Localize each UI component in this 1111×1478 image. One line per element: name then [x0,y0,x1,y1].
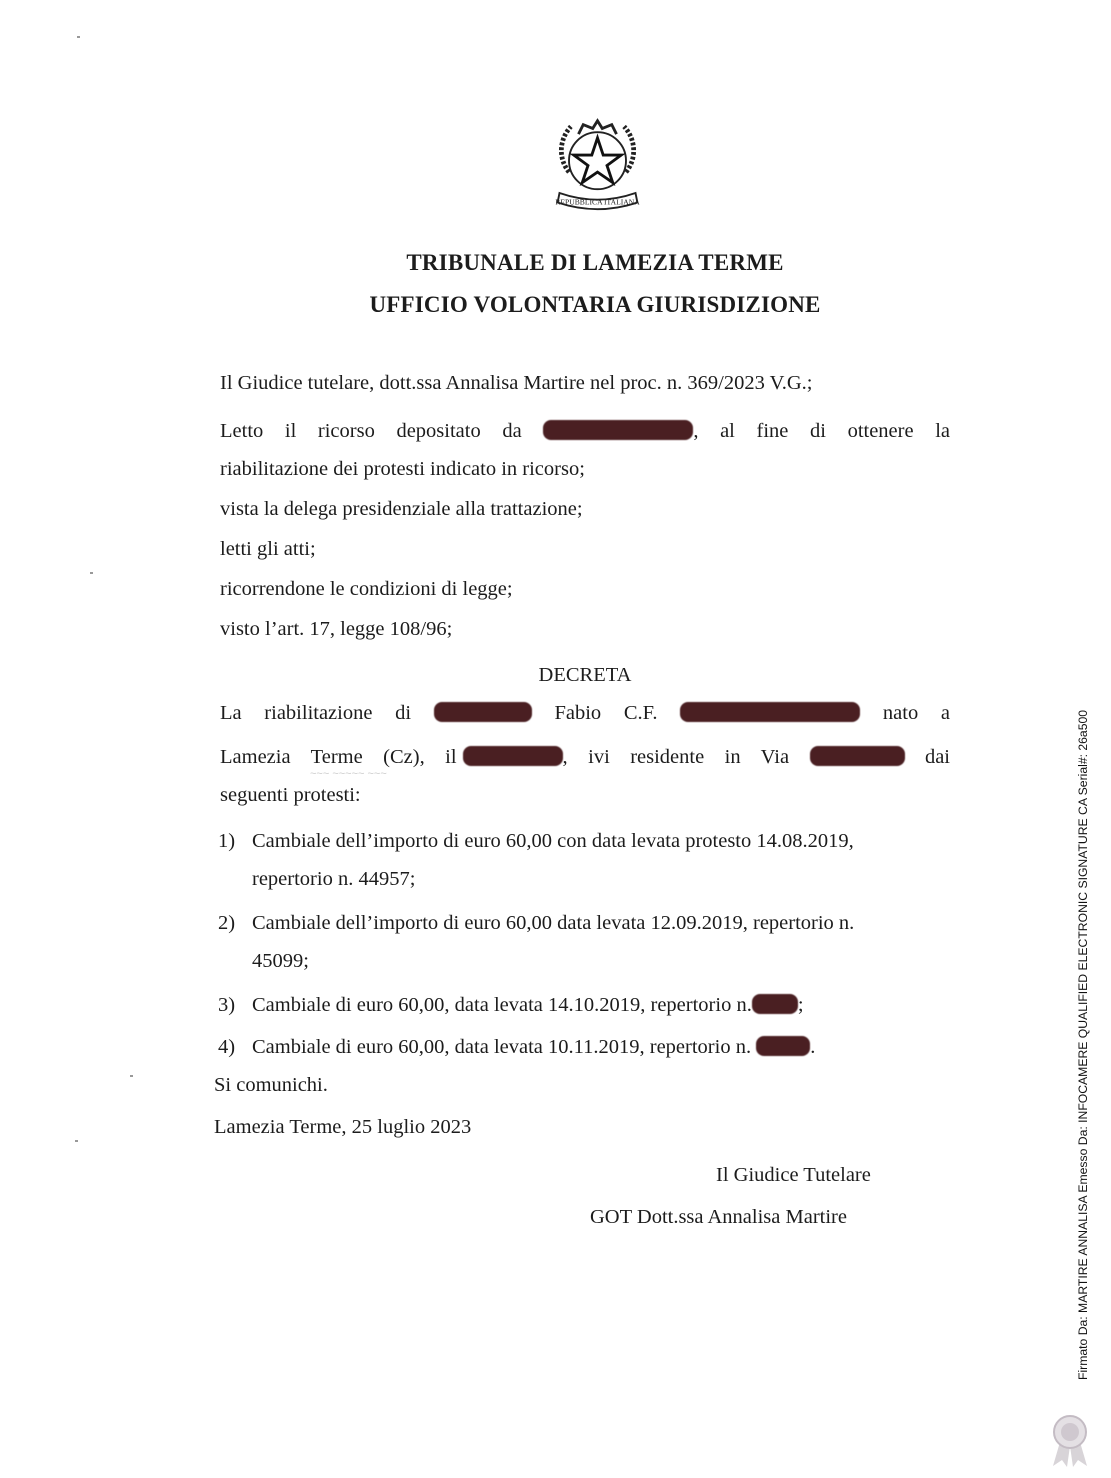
preamble-ricorso: Letto il ricorso depositato da , al fine di ottenere la [220,420,950,442]
communicate: Si comunichi. [214,1074,328,1096]
redacted-repertorio [752,994,798,1014]
italian-republic-emblem-icon [550,115,645,215]
court-title: TRIBUNALE DI LAMEZIA TERME [406,250,784,275]
digital-signature-seal-icon [1045,1412,1095,1468]
signer-role: Il Giudice Tutelare [716,1164,871,1186]
office-title: UFFICIO VOLONTARIA GIURISDIZIONE [369,292,821,317]
decree-line-2: Lamezia Terme (Cz), il , ivi residente in Via dai [220,746,950,768]
redacted-birthdate [463,746,563,766]
redacted-name [543,420,693,440]
decree-line-1: La riabilitazione di Fabio C.F. nato a [220,702,951,724]
redacted-tax-code [680,702,860,722]
faint-stamp: ~~~ ~~~~~ ~~~ [310,768,387,780]
digital-signature-stamp: Firmato Da: MARTIRE ANNALISA Emesso Da: INFOCAMERE QUALIFIED ELECTRONIC SIGNATURE CA Serial#: 26a500 [1076,709,1090,1380]
scan-speck [130,1075,133,1077]
decree-heading: DECRETA [538,664,632,686]
scan-speck [77,36,80,38]
redacted-surname [434,702,532,722]
scan-speck [75,1140,78,1142]
preamble-judge: Il Giudice tutelare, dott.ssa Annalisa Martire nel proc. n. 369/2023 V.G.; [220,372,813,394]
redacted-address [810,746,905,766]
svg-text:REPUBBLICA ITALIANA: REPUBBLICA ITALIANA [555,197,640,207]
scan-speck [90,572,93,574]
redacted-repertorio [756,1036,810,1056]
signer-name: GOT Dott.ssa Annalisa Martire [590,1206,847,1228]
place-date: Lamezia Terme, 25 luglio 2023 [214,1116,472,1138]
